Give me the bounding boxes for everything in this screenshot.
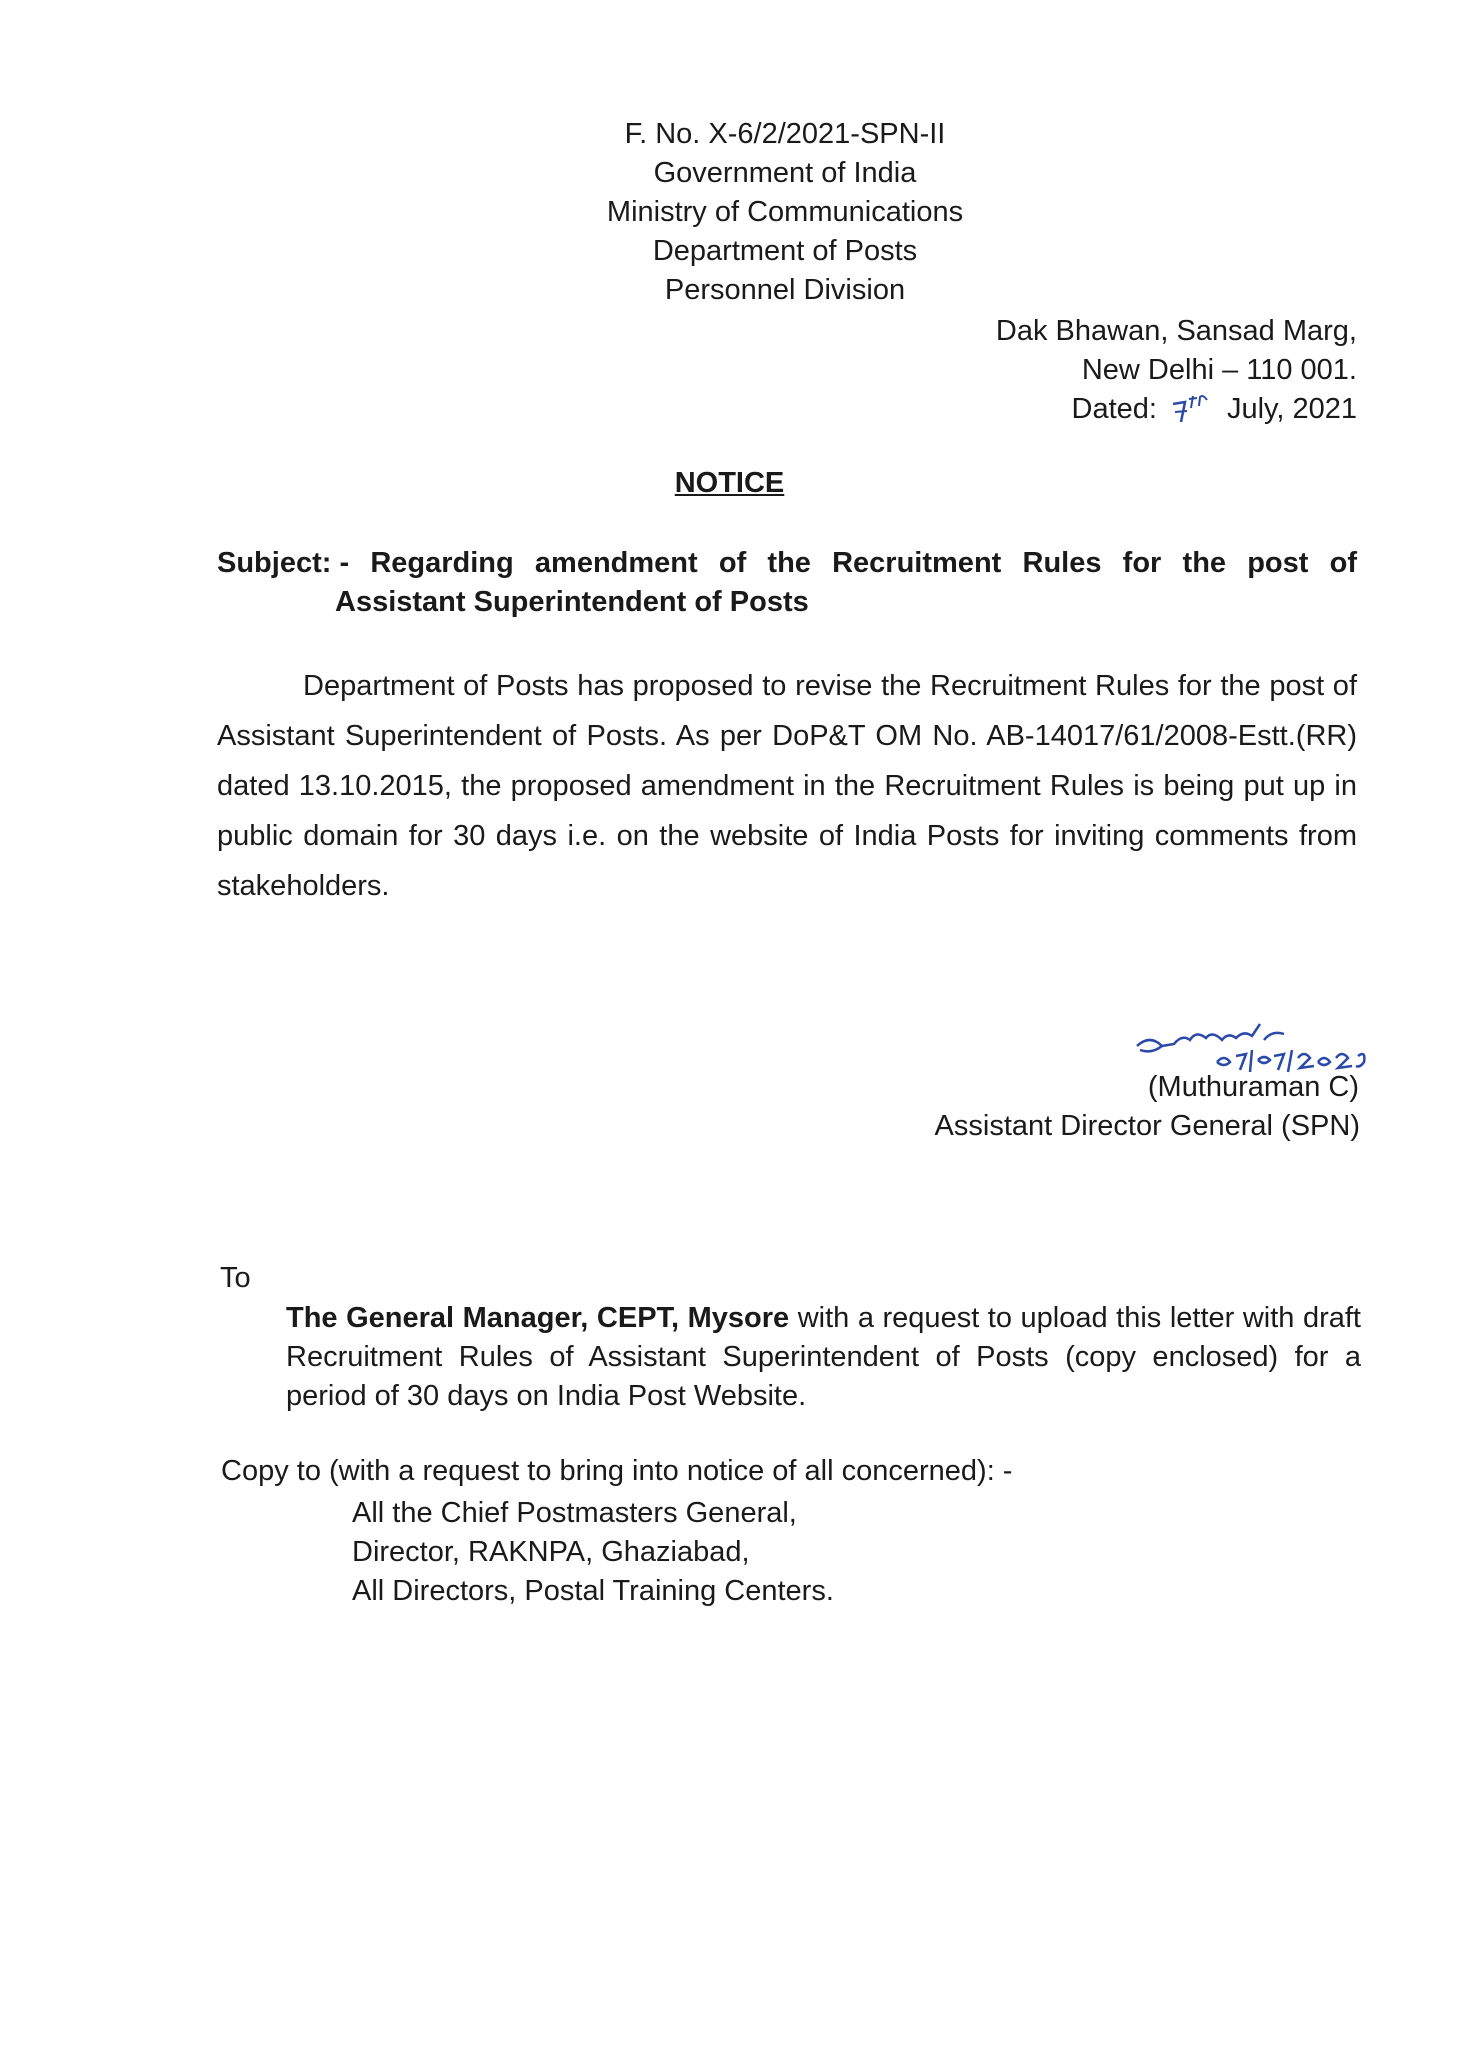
- letterhead: [560, 115, 1010, 310]
- subject-word: the: [767, 547, 811, 579]
- notice-title: NOTICE: [674, 467, 785, 499]
- department-name: Department of Posts: [652, 235, 918, 267]
- ministry-name: Ministry of Communications: [606, 196, 964, 228]
- body-paragraph-text: Department of Posts has proposed to revise the Recruitment Rules for the post of Assistant Superintendent of Posts. As per DoP&T OM No. AB-14017/61/2008-Estt.(RR) dated 13.10.2015, the proposed amendment in the Recruitment Rules is being put up in public domain for 30 days i.e. on the website of India Posts for inviting comments from stakeholders.: [217, 670, 1357, 902]
- subject-word: of: [1329, 547, 1357, 579]
- copy-to-list: [352, 1494, 834, 1611]
- copy-to-item: All the Chief Postmasters General,: [352, 1497, 797, 1529]
- subject-word: Recruitment: [832, 547, 1002, 579]
- copy-to-item: Director, RAKNPA, Ghaziabad,: [352, 1536, 750, 1568]
- subject-word: Regarding: [370, 547, 514, 579]
- subject-label: Subject: -: [217, 547, 350, 579]
- subject-word: amendment: [534, 547, 698, 579]
- subject-word: Rules: [1022, 547, 1102, 579]
- recipient-addressee: The General Manager, CEPT, Mysore: [286, 1302, 790, 1334]
- recipient-paragraph: [286, 1299, 1361, 1416]
- address-block: [996, 312, 1357, 429]
- subject-word: for: [1122, 547, 1162, 579]
- subject-line-2: Assistant Superintendent of Posts: [335, 586, 809, 618]
- division-name: Personnel Division: [664, 274, 906, 306]
- subject-word: of: [718, 547, 747, 579]
- copy-to-item: All Directors, Postal Training Centers.: [352, 1575, 834, 1607]
- file-number: F. No. X-6/2/2021-SPN-II: [624, 118, 946, 150]
- signatory-designation: Assistant Director General (SPN): [934, 1110, 1360, 1142]
- copy-to-label: Copy to (with a request to bring into notice of all concerned): -: [221, 1455, 1013, 1487]
- address-line-1: Dak Bhawan, Sansad Marg,: [995, 315, 1357, 347]
- date-line: [1072, 390, 1358, 429]
- subject-line-1: [217, 544, 1357, 583]
- subject-word: post: [1247, 547, 1309, 579]
- to-label: To: [220, 1262, 251, 1294]
- address-line-2: New Delhi – 110 001.: [1081, 354, 1357, 386]
- recipient-request: with a request to upload this letter with draft Recruitment Rules of Assistant Superintendent of Posts (copy enclosed) for a period of 30 days on India Post Website.: [286, 1302, 1361, 1412]
- dated-label: Dated:: [1071, 393, 1157, 425]
- subject-word: the: [1182, 547, 1227, 579]
- government-name: Government of India: [653, 157, 917, 189]
- dated-month-year: July, 2021: [1226, 393, 1357, 425]
- subject-block: [217, 544, 1357, 622]
- body-paragraph: [217, 661, 1357, 911]
- handwritten-day-7th: [1167, 392, 1217, 428]
- signatory-name: (Muthuraman C): [1147, 1071, 1359, 1103]
